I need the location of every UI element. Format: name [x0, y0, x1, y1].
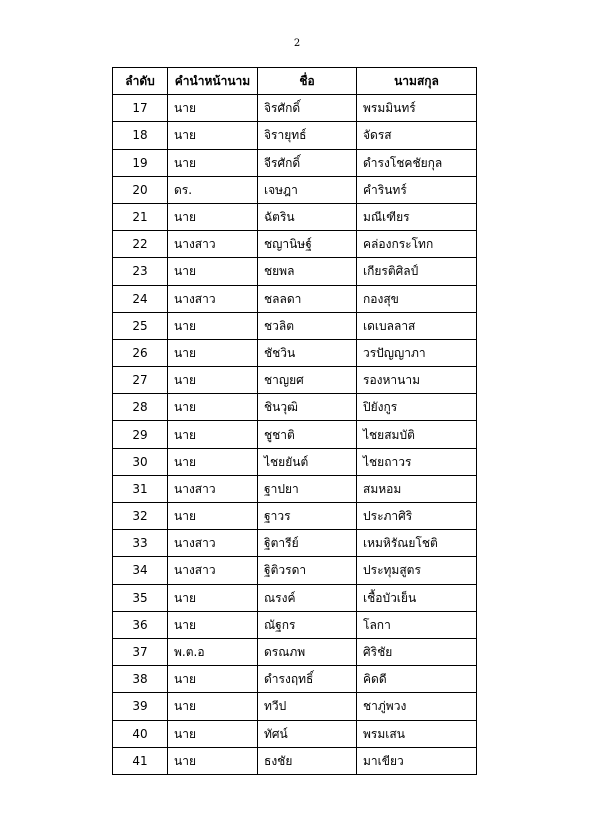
table-row: [113, 448, 477, 475]
cell-order: 29: [113, 421, 168, 448]
cell-title: พ.ต.อ: [168, 638, 258, 665]
cell-first-name: จีรศักดิ์: [258, 149, 357, 176]
table-row: [113, 149, 477, 176]
cell-title: นาย: [168, 122, 258, 149]
cell-order: 40: [113, 720, 168, 747]
cell-last-name: ชาภู่พวง: [357, 693, 477, 720]
header-last-name: นามสกุล: [357, 68, 477, 95]
cell-title: นาย: [168, 747, 258, 774]
table-body: [113, 95, 477, 775]
cell-title: นางสาว: [168, 530, 258, 557]
cell-title: นาย: [168, 203, 258, 230]
cell-order: 24: [113, 285, 168, 312]
cell-first-name: ไชยยันต์: [258, 448, 357, 475]
cell-title: นางสาว: [168, 231, 258, 258]
cell-order: 21: [113, 203, 168, 230]
header-order: ลำดับ: [113, 68, 168, 95]
cell-title: นาย: [168, 367, 258, 394]
cell-first-name: ทัศน์: [258, 720, 357, 747]
cell-last-name: คิดดี: [357, 666, 477, 693]
cell-order: 34: [113, 557, 168, 584]
cell-last-name: วรปัญญาภา: [357, 339, 477, 366]
cell-title: นาย: [168, 95, 258, 122]
cell-last-name: กองสุข: [357, 285, 477, 312]
cell-order: 18: [113, 122, 168, 149]
table-row: [113, 611, 477, 638]
header-row: [113, 68, 477, 95]
cell-order: 36: [113, 611, 168, 638]
table-row: [113, 421, 477, 448]
table-row: [113, 557, 477, 584]
table-row: [113, 394, 477, 421]
table-row: [113, 666, 477, 693]
table-header: [113, 68, 477, 95]
cell-order: 38: [113, 666, 168, 693]
cell-title: นาย: [168, 149, 258, 176]
cell-last-name: มณีเฑียร: [357, 203, 477, 230]
cell-title: นาย: [168, 693, 258, 720]
table-row: [113, 720, 477, 747]
table-row: [113, 312, 477, 339]
table-row: [113, 176, 477, 203]
cell-last-name: ไชยสมบัติ: [357, 421, 477, 448]
cell-last-name: คำรินทร์: [357, 176, 477, 203]
header-first-name: ชื่อ: [258, 68, 357, 95]
table-row: [113, 503, 477, 530]
cell-order: 26: [113, 339, 168, 366]
cell-last-name: เกียรติศิลป์: [357, 258, 477, 285]
table-row: [113, 638, 477, 665]
cell-last-name: พรมมินทร์: [357, 95, 477, 122]
cell-order: 17: [113, 95, 168, 122]
table-row: [113, 339, 477, 366]
cell-last-name: จัดรส: [357, 122, 477, 149]
cell-title: นาย: [168, 394, 258, 421]
cell-last-name: ประทุมสูตร: [357, 557, 477, 584]
cell-title: นาย: [168, 611, 258, 638]
cell-title: นาย: [168, 421, 258, 448]
cell-order: 39: [113, 693, 168, 720]
cell-first-name: ดรณภพ: [258, 638, 357, 665]
cell-order: 20: [113, 176, 168, 203]
cell-title: นาย: [168, 503, 258, 530]
cell-title: นาย: [168, 666, 258, 693]
cell-first-name: ชลลดา: [258, 285, 357, 312]
table-row: [113, 475, 477, 502]
table-row: [113, 122, 477, 149]
cell-last-name: ประภาศิริ: [357, 503, 477, 530]
table-row: [113, 530, 477, 557]
cell-title: นาย: [168, 339, 258, 366]
cell-first-name: ณัฐกร: [258, 611, 357, 638]
cell-order: 35: [113, 584, 168, 611]
table-row: [113, 367, 477, 394]
table-row: [113, 747, 477, 774]
cell-title: นางสาว: [168, 475, 258, 502]
cell-first-name: ฐิตารีย์: [258, 530, 357, 557]
table-row: [113, 584, 477, 611]
cell-first-name: ฐาปยา: [258, 475, 357, 502]
cell-first-name: เจษฎา: [258, 176, 357, 203]
cell-order: 25: [113, 312, 168, 339]
cell-first-name: ชาญยศ: [258, 367, 357, 394]
cell-last-name: เชื้อบัวเย็น: [357, 584, 477, 611]
cell-order: 32: [113, 503, 168, 530]
cell-last-name: มาเขียว: [357, 747, 477, 774]
cell-last-name: โลกา: [357, 611, 477, 638]
cell-last-name: เหมหิรัณยโชติ: [357, 530, 477, 557]
cell-last-name: สมหอม: [357, 475, 477, 502]
cell-first-name: ชวลิต: [258, 312, 357, 339]
cell-order: 37: [113, 638, 168, 665]
cell-first-name: ฐาวร: [258, 503, 357, 530]
cell-order: 23: [113, 258, 168, 285]
cell-title: นาย: [168, 448, 258, 475]
cell-last-name: พรมเสน: [357, 720, 477, 747]
cell-last-name: คล่องกระโทก: [357, 231, 477, 258]
header-title: คำนำหน้านาม: [168, 68, 258, 95]
table-row: [113, 693, 477, 720]
cell-last-name: ปิยังกูร: [357, 394, 477, 421]
cell-order: 22: [113, 231, 168, 258]
page-number: 2: [293, 38, 301, 49]
cell-title: นาย: [168, 258, 258, 285]
cell-title: นาย: [168, 312, 258, 339]
table-row: [113, 95, 477, 122]
cell-first-name: ชินวุฒิ: [258, 394, 357, 421]
cell-order: 30: [113, 448, 168, 475]
cell-order: 27: [113, 367, 168, 394]
cell-first-name: ชูชาติ: [258, 421, 357, 448]
roster-table: [112, 67, 477, 775]
cell-last-name: ศิริชัย: [357, 638, 477, 665]
table-row: [113, 231, 477, 258]
cell-order: 31: [113, 475, 168, 502]
cell-first-name: ดำรงฤทธิ์: [258, 666, 357, 693]
cell-last-name: รองหานาม: [357, 367, 477, 394]
cell-title: นางสาว: [168, 285, 258, 312]
cell-first-name: ชัชวิน: [258, 339, 357, 366]
cell-first-name: ฉัตริน: [258, 203, 357, 230]
cell-first-name: จิรายุทธ์: [258, 122, 357, 149]
cell-first-name: ณรงค์: [258, 584, 357, 611]
cell-first-name: จิรศักดิ์: [258, 95, 357, 122]
cell-last-name: เดเบลลาส: [357, 312, 477, 339]
cell-title: นาย: [168, 584, 258, 611]
cell-title: นางสาว: [168, 557, 258, 584]
table-row: [113, 285, 477, 312]
cell-last-name: ไชยถาวร: [357, 448, 477, 475]
cell-order: 41: [113, 747, 168, 774]
cell-first-name: ธงชัย: [258, 747, 357, 774]
cell-first-name: ชญานิษฐ์: [258, 231, 357, 258]
cell-order: 28: [113, 394, 168, 421]
table-row: [113, 203, 477, 230]
cell-last-name: ดำรงโชคชัยกุล: [357, 149, 477, 176]
cell-title: นาย: [168, 720, 258, 747]
cell-title: ดร.: [168, 176, 258, 203]
cell-first-name: ชยพล: [258, 258, 357, 285]
cell-order: 33: [113, 530, 168, 557]
cell-order: 19: [113, 149, 168, 176]
cell-first-name: ฐิติวรดา: [258, 557, 357, 584]
table-row: [113, 258, 477, 285]
cell-first-name: ทวีป: [258, 693, 357, 720]
